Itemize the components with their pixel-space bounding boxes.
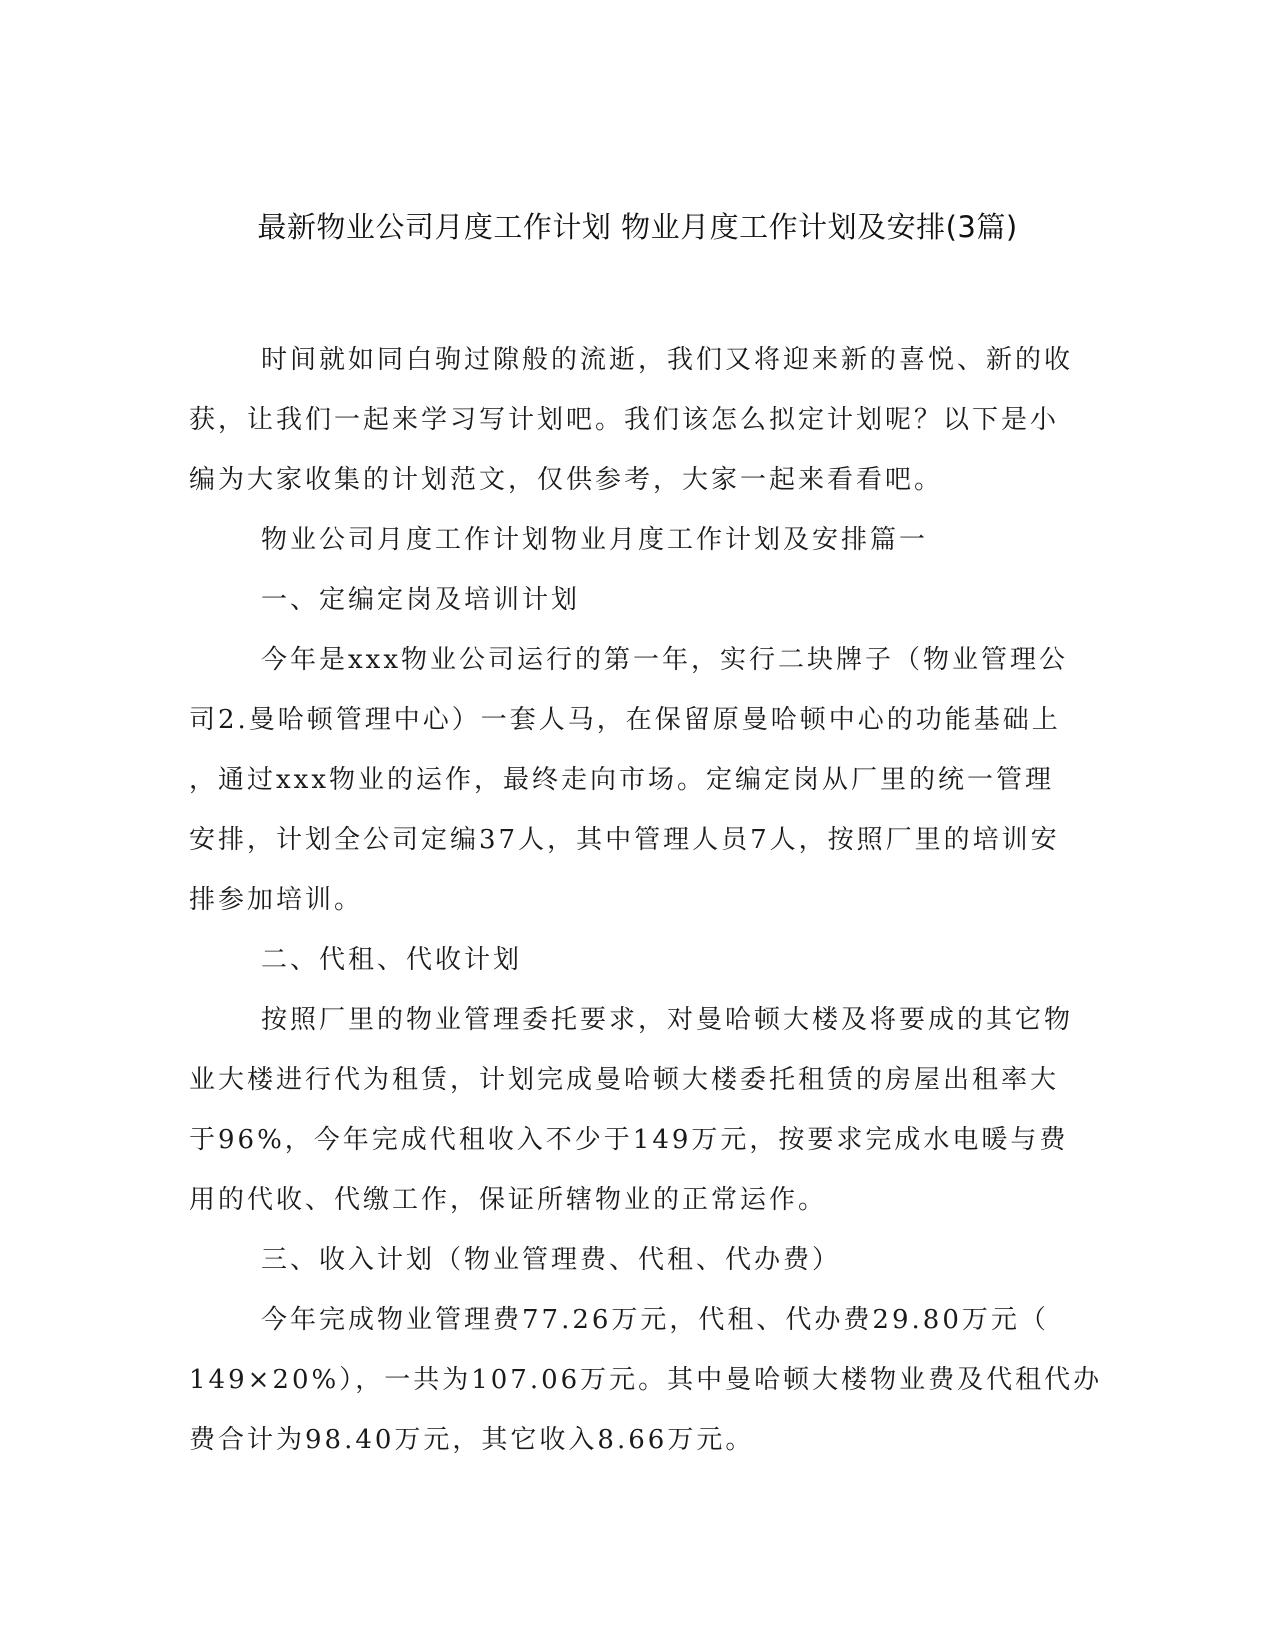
text-line: 获，让我们一起来学习写计划吧。我们该怎么拟定计划呢？以下是小	[189, 405, 1060, 435]
text-line: 149×20%），一共为107.06万元。其中曼哈顿大楼物业费及代租代办	[189, 1365, 1103, 1395]
text-line: 费合计为98.40万元，其它收入8.66万元。	[189, 1425, 755, 1455]
text-line: 按照厂里的物业管理委托要求，对曼哈顿大楼及将要成的其它物	[261, 1005, 1074, 1035]
income-paragraph	[189, 1290, 1103, 1470]
text-line: 司2.曼哈顿管理中心）一套人马，在保留原曼哈顿中心的功能基础上	[189, 705, 1061, 735]
text-line: 业大楼进行代为租赁，计划完成曼哈顿大楼委托租赁的房屋出租率大	[189, 1065, 1060, 1095]
staffing-paragraph	[189, 630, 1069, 930]
text-line: 今年完成物业管理费77.26万元，代租、代办费29.80万元（	[261, 1305, 1049, 1335]
text-line: 用的代收、代缴工作，保证所辖物业的正常运作。	[189, 1185, 828, 1215]
intro-paragraph	[189, 330, 1074, 510]
rent-collection-paragraph	[189, 990, 1074, 1230]
text-line: ，通过xxx物业的运作，最终走向市场。定编定岗从厂里的统一管理	[189, 765, 1054, 795]
document-title: 最新物业公司月度工作计划 物业月度工作计划及安排(3篇)	[257, 210, 1018, 244]
heading-income-plan: 三、收入计划（物业管理费、代租、代办费）	[261, 1245, 842, 1275]
heading-staffing-training: 一、定编定岗及培训计划	[261, 585, 581, 615]
heading-rent-collection: 二、代租、代收计划	[261, 945, 523, 975]
text-line: 安排，计划全公司定编37人，其中管理人员7人，按照厂里的培训安	[189, 825, 1060, 855]
text-line: 编为大家收集的计划范文，仅供参考，大家一起来看看吧。	[189, 465, 944, 495]
text-line: 今年是xxx物业公司运行的第一年，实行二块牌子（物业管理公	[261, 645, 1068, 675]
text-line: 时间就如同白驹过隙般的流逝，我们又将迎来新的喜悦、新的收	[261, 345, 1074, 375]
section-title: 物业公司月度工作计划物业月度工作计划及安排篇一	[261, 525, 929, 555]
text-line: 排参加培训。	[189, 885, 364, 915]
text-line: 于96%，今年完成代租收入不少于149万元，按要求完成水电暖与费	[189, 1125, 1069, 1155]
document-body	[189, 330, 1103, 1470]
